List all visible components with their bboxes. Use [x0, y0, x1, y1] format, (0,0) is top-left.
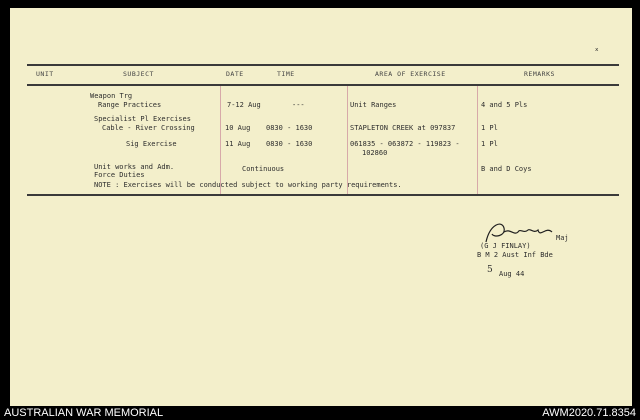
- subject-weapon-trg: Weapon Trg: [90, 92, 133, 100]
- range-remarks: 4 and 5 Pls: [481, 101, 528, 109]
- range-area: Unit Ranges: [350, 101, 397, 109]
- subject-range-practices: Range Practices: [98, 101, 162, 109]
- sig-area-line1: 061835 - 063872 - 119823 -: [350, 140, 460, 148]
- header-subject: SUBJECT: [123, 70, 154, 78]
- sig-time: 0830 - 1630: [266, 140, 313, 148]
- cable-time: 0830 - 1630: [266, 124, 313, 132]
- sig-date: 11 Aug: [225, 140, 251, 148]
- signature-date: Aug 44: [499, 270, 525, 278]
- range-time: ---: [292, 101, 305, 109]
- table-bottom-rule: [27, 194, 619, 196]
- header-unit: UNIT: [36, 70, 54, 78]
- sig-remarks: 1 Pl: [481, 140, 498, 148]
- column-divider: [477, 86, 478, 194]
- subject-sig: Sig Exercise: [126, 140, 177, 148]
- header-area: AREA OF EXERCISE: [375, 70, 446, 78]
- subject-unit-works: Unit works and Adm.: [94, 163, 175, 171]
- cable-date: 10 Aug: [225, 124, 251, 132]
- signature-rank: Maj: [556, 234, 569, 242]
- column-divider: [347, 86, 348, 194]
- works-remarks: B and D Coys: [481, 165, 532, 173]
- column-divider: [220, 86, 221, 194]
- signature-role: B M 2 Aust Inf Bde: [477, 251, 553, 259]
- footer-institution: AUSTRALIAN WAR MEMORIAL: [4, 407, 164, 419]
- cable-remarks: 1 Pl: [481, 124, 498, 132]
- note-text: NOTE : Exercises will be conducted subject to working party requirements.: [94, 181, 402, 189]
- header-bottom-rule: [27, 84, 619, 86]
- footer-accession-number: AWM2020.71.8354: [542, 407, 636, 419]
- header-time: TIME: [277, 70, 295, 78]
- signature-date-day: 5: [487, 265, 493, 275]
- subject-force-duties: Force Duties: [94, 171, 145, 179]
- header-remarks: REMARKS: [524, 70, 555, 78]
- subject-specialist: Specialist Pl Exercises: [94, 115, 191, 123]
- footer-bar: [0, 406, 640, 420]
- sig-area-line2: 102860: [362, 149, 388, 157]
- range-date: 7-12 Aug: [227, 101, 261, 109]
- signature-name: (G J FINLAY): [480, 242, 531, 250]
- cable-area: STAPLETON CREEK at 097837: [350, 124, 456, 132]
- works-date: Continuous: [242, 165, 285, 173]
- header-top-rule: [27, 64, 619, 66]
- margin-mark: ˣ: [594, 47, 600, 57]
- subject-cable: Cable - River Crossing: [102, 124, 195, 132]
- document-page: [10, 8, 632, 406]
- header-date: DATE: [226, 70, 244, 78]
